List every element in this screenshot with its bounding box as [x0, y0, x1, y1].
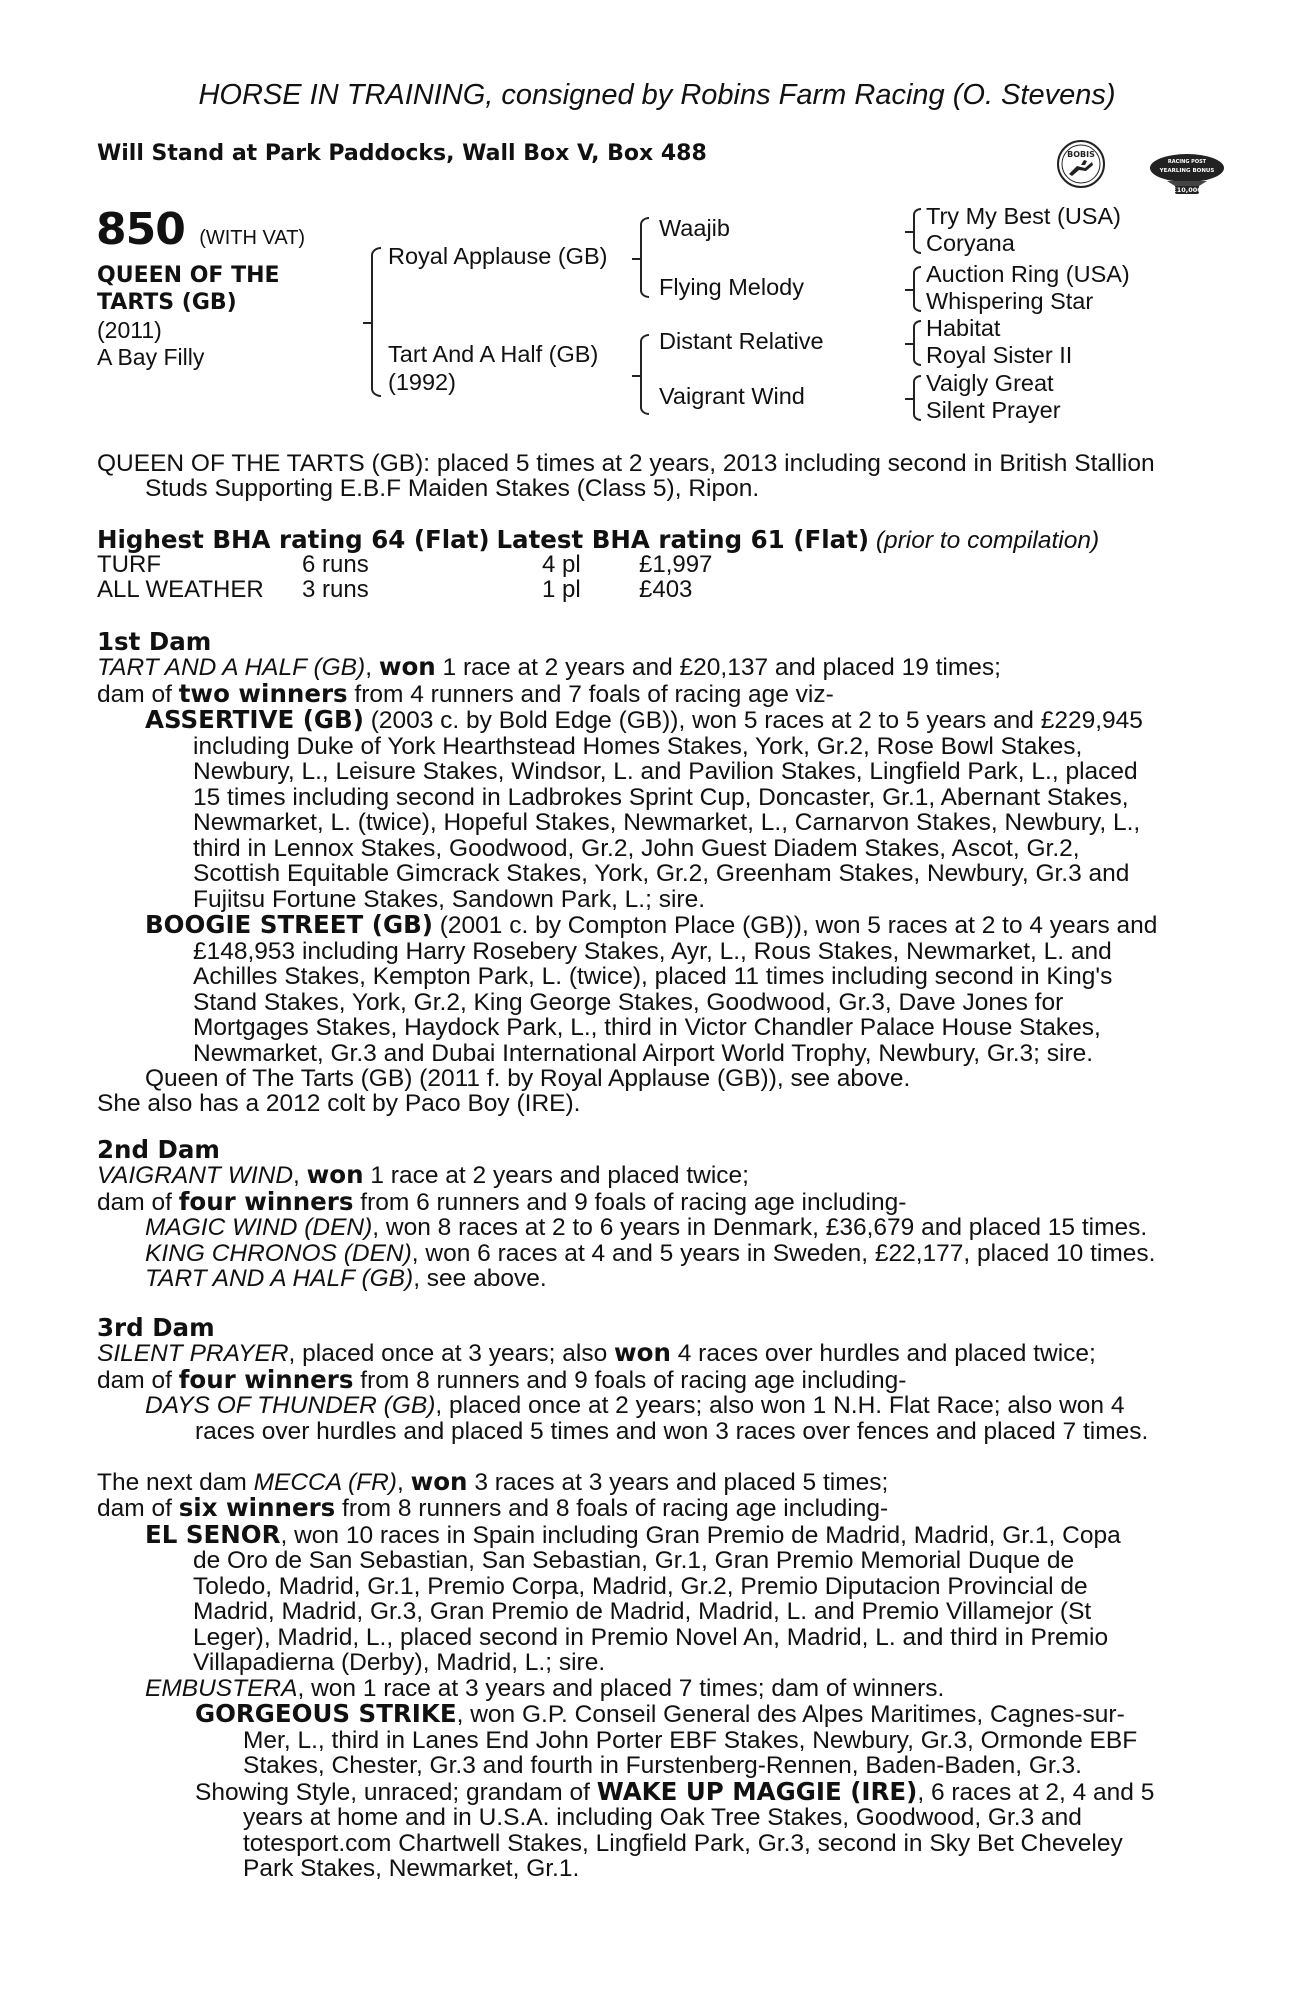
progeny-line: Scottish Equitable Gimcrack Stakes, York, Gr.2, Greenham Stakes, Newbury, Gr.3 and: [193, 860, 1130, 888]
svg-text:YEARLING BONUS: YEARLING BONUS: [1159, 168, 1215, 174]
progeny-line: , won 8 races at 2 to 6 years in Denmark, £36,679 and placed 15 times.: [372, 1214, 1148, 1242]
progeny-assertive: [97, 707, 1205, 912]
pedigree-sire-sire: Waajib: [659, 215, 730, 241]
pedigree-dam-dam: Vaigrant Wind: [659, 383, 805, 409]
winners-count: six winners: [178, 1493, 336, 1523]
progeny-line: Villapadierna (Derby), Madrid, L.; sire.: [193, 1649, 606, 1677]
pedigree-brace-g3: [913, 320, 921, 366]
horse-name-line1: QUEEN OF THE: [97, 263, 280, 288]
progeny-line: Stand Stakes, York, Gr.2, King George Stakes, Goodwood, Gr.3, Dave Jones for: [193, 988, 1064, 1016]
text: , placed once at 3 years; also: [288, 1340, 615, 1368]
table-row: [97, 578, 712, 602]
progeny-line: , won 10 races in Spain including Gran Premio de Madrid, Madrid, Gr.1, Copa: [280, 1521, 1121, 1549]
progeny-name: DAYS OF THUNDER (GB): [145, 1392, 436, 1420]
progeny-name: WAKE UP MAGGIE (IRE): [596, 1776, 918, 1806]
progeny-name: EL SENOR: [145, 1519, 281, 1549]
winners-count: four winners: [178, 1364, 354, 1394]
won-label: won: [378, 652, 436, 682]
text: dam of: [97, 1366, 179, 1394]
pedigree-brace-main: [371, 247, 381, 397]
progeny-line: , 6 races at 2, 4 and 5: [917, 1778, 1155, 1806]
progeny-line: (2001 c. by Compton Place (GB)), won 5 races at 2 to 4 years and: [432, 912, 1158, 940]
text: 3 races at 3 years and placed 5 times;: [467, 1469, 889, 1496]
svg-text:RACING POST: RACING POST: [1167, 159, 1207, 165]
text: dam of: [97, 1188, 179, 1216]
won-label: won: [410, 1467, 468, 1496]
progeny-line: Achilles Stakes, Kempton Park, L. (twice), placed 11 times including second in King's: [193, 963, 1113, 991]
pedigree-g2: Coryana: [926, 230, 1015, 256]
text: from 8 runners and 9 foals of racing age including-: [353, 1366, 907, 1394]
progeny-line: (2003 c. by Bold Edge (GB)), won 5 races at 2 to 5 years and £229,945: [363, 707, 1143, 735]
progeny-line: Newbury, L., Leisure Stakes, Windsor, L. and Pavilion Stakes, Lingfield Park, L., placed: [193, 758, 1138, 786]
table-row: [97, 553, 712, 577]
surface: ALL WEATHER: [97, 575, 264, 603]
lot-number-line: [96, 204, 306, 255]
ratings-section: [97, 527, 1205, 602]
surface: TURF: [97, 551, 161, 579]
third-dam-section: [97, 1315, 1205, 1444]
progeny-line: third in Lennox Stakes, Goodwood, Gr.2, John Guest Diadem Stakes, Ascot, Gr.2,: [193, 834, 1080, 862]
pedigree-g3: Auction Ring (USA): [926, 261, 1130, 287]
pedigree-g8: Silent Prayer: [926, 397, 1061, 423]
progeny-line: , placed once at 2 years; also won 1 N.H. Flat Race; also won 4: [435, 1392, 1125, 1420]
progeny-name: MAGIC WIND (DEN): [145, 1214, 373, 1242]
text: The next dam: [97, 1469, 254, 1496]
text: dam of: [97, 680, 179, 708]
placed: 1 pl: [542, 575, 581, 603]
progeny-line: , won 6 races at 4 and 5 years in Sweden, £22,177, placed 10 times.: [411, 1239, 1156, 1267]
vat-label: (WITH VAT): [199, 227, 306, 249]
latest-rating: Latest BHA rating 61 (Flat): [496, 525, 870, 554]
yearling-bonus-logo: [1147, 148, 1227, 200]
progeny-name: ASSERTIVE (GB): [145, 705, 364, 735]
progeny-line: , won G.P. Conseil General des Alpes Maritimes, Cagnes-sur-: [456, 1701, 1125, 1729]
runs-table: [97, 553, 712, 602]
progeny-line: 15 times including second in Ladbrokes Sprint Cup, Doncaster, Gr.1, Abernant Stakes,: [193, 783, 1129, 811]
progeny-line: years at home and in U.S.A. including Oak Tree Stakes, Goodwood, Gr.3 and: [243, 1804, 1082, 1832]
lot-number: 850: [96, 204, 185, 255]
progeny-line: Leger), Madrid, L., placed second in Premio Novel An, Madrid, L. and third in Premio: [193, 1623, 1109, 1651]
progeny-line: Park Stakes, Newmarket, Gr.1.: [243, 1855, 580, 1883]
second-dam-section: 2nd Dam VAIGRANT WIND, won 1 race at 2 years and placed twice; dam of four winners from 6 runners and 9 foals of racing age including- MAGIC WIND (DEN), won 8 races at 2 to 6 years in Denmark, £36,679 and placed 15 times. KING CHRONOS (DEN), won 6 races at 4 and 5 years in Sweden, £22,177, placed 10 times. TART AND A HALF (GB), see above.: [97, 1137, 1205, 1292]
progeny-line: £148,953 including Harry Rosebery Stakes, Ayr, L., Rous Stakes, Newmarket, L. and: [193, 937, 1112, 965]
dam-name: SILENT PRAYER: [97, 1340, 289, 1368]
horse-info: [97, 262, 280, 371]
progeny-line: races over hurdles and placed 5 times and won 3 races over fences and placed 7 times.: [195, 1417, 1149, 1445]
dam-record: 1 race at 2 years and £20,137 and placed 19 times;: [435, 654, 1001, 682]
progeny-name: GORGEOUS STRIKE: [195, 1699, 457, 1729]
progeny-line: Madrid, Madrid, Gr.3, Gran Premio de Madrid, Madrid, L. and Premio Villamejor (St: [193, 1598, 1092, 1626]
progeny-line: , won 1 race at 3 years and placed 7 times; dam of winners.: [297, 1674, 945, 1702]
pedigree-sire: Royal Applause (GB): [388, 243, 608, 269]
summary-line2: Studs Supporting E.B.F Maiden Stakes (Class 5), Ripon.: [145, 475, 760, 503]
progeny-line: Toledo, Madrid, Gr.1, Premio Corpa, Madrid, Gr.2, Premio Diputacion Provincial de: [193, 1572, 1088, 1600]
placed: 4 pl: [542, 551, 581, 579]
pedigree-brace-sire: [640, 217, 649, 298]
progeny-name: TART AND A HALF (GB): [145, 1265, 414, 1293]
progeny-line: Mortgages Stakes, Haydock Park, L., third in Victor Chandler Palace House Stakes,: [193, 1014, 1101, 1042]
text: from 6 runners and 9 foals of racing age including-: [353, 1188, 907, 1216]
pedigree-brace-g1: [913, 208, 921, 254]
won-label: won: [306, 1160, 364, 1190]
dam-name: TART AND A HALF (GB): [97, 654, 366, 682]
text: dam of: [97, 1495, 179, 1523]
progeny-line: including Duke of York Hearthstead Homes Stakes, York, Gr.2, Rose Bowl Stakes,: [193, 732, 1083, 760]
winners-count: two winners: [178, 678, 348, 708]
page-title: HORSE IN TRAINING, consigned by Robins Farm Racing (O. Stevens): [198, 79, 1116, 111]
runs: 6 runs: [302, 551, 369, 579]
text: 4 races over hurdles and placed twice;: [670, 1340, 1096, 1368]
progeny-boogie-street: [97, 912, 1205, 1066]
progeny-name: KING CHRONOS (DEN): [145, 1239, 412, 1267]
bobis-text: BOBIS: [1067, 150, 1095, 159]
dam-record: 1 race at 2 years and placed twice;: [363, 1162, 749, 1190]
pedigree-dam-year: (1992): [388, 369, 456, 395]
section-heading: 3rd Dam: [97, 1313, 215, 1342]
next-dam-section: [97, 1469, 1205, 1882]
rating-note: (prior to compilation): [875, 527, 1100, 554]
highest-rating: Highest BHA rating 64 (Flat): [97, 525, 490, 554]
progeny-name: BOOGIE STREET (GB): [145, 910, 433, 940]
section-heading: 2nd Dam: [97, 1135, 220, 1164]
pedigree-brace-dam: [640, 334, 649, 415]
progeny-el-senor: [97, 1519, 1205, 1677]
progeny-gorgeous-strike: [97, 1701, 1205, 1778]
pedigree-g5: Habitat: [926, 315, 1001, 341]
progeny-line: Fujitsu Fortune Stakes, Sandown Park, L.; sire.: [193, 885, 706, 913]
pedigree-g6: Royal Sister II: [926, 342, 1073, 368]
race-summary: [97, 451, 1205, 502]
progeny-line: de Oro de San Sebastian, San Sebastian, Gr.1, Gran Premio Memorial Duque de: [193, 1547, 1075, 1575]
progeny-line: Mer, L., third in Lanes End John Porter EBF Stakes, Newbury, Gr.3, Ormonde EBF: [243, 1726, 1138, 1754]
text: from 4 runners and 7 foals of racing age viz-: [347, 680, 834, 708]
progeny-name: EMBUSTERA: [145, 1674, 298, 1702]
pedigree-g7: Vaigly Great: [926, 370, 1054, 396]
progeny-queen: Queen of The Tarts (GB) (2011 f. by Royal Applause (GB)), see above.: [145, 1064, 911, 1092]
prize-money: £1,997: [639, 551, 713, 579]
svg-text:£10,000: £10,000: [1172, 186, 1202, 194]
runs: 3 runs: [302, 575, 369, 603]
dam-name: MECCA (FR): [253, 1469, 397, 1496]
also-has-line: She also has a 2012 colt by Paco Boy (IRE).: [97, 1090, 581, 1118]
bobis-logo: [1055, 138, 1107, 190]
prize-money: £403: [639, 575, 693, 603]
horse-description: A Bay Filly: [97, 343, 205, 370]
progeny-line: , see above.: [413, 1265, 547, 1293]
summary-line1: QUEEN OF THE TARTS (GB): placed 5 times at 2 years, 2013 including second in British Stallion: [97, 450, 1155, 477]
stand-location: Will Stand at Park Paddocks, Wall Box V, Box 488: [97, 141, 707, 166]
text: Showing Style, unraced; grandam of: [195, 1778, 597, 1806]
pedigree-sire-dam: Flying Melody: [659, 274, 804, 300]
text: from 8 runners and 8 foals of racing age including-: [335, 1495, 889, 1523]
pedigree-brace-g2: [913, 266, 921, 312]
horse-name-line2: TARTS (GB): [97, 290, 237, 316]
first-dam-section: 1st Dam TART AND A HALF (GB), won 1 race at 2 years and £20,137 and placed 19 times; dam of two winners from 4 runners and 7 foals of racing age viz- ASSERTIVE (GB) (2003 c. by Bold Edge (GB)), won 5 races at 2 to 5 years and £229,945 including Duke of York Hearthstead Homes Stakes, York, Gr.2, Rose Bowl Stakes, Newbury, L., Leisure Stakes, Windsor, L. and Pavilion Stakes, Lingfield Park, L., placed 15 times including second in Ladbrokes Sprint Cup, Doncaster, Gr.1, Abernant Stakes, Newmarket, L. (twice), Hopeful Stakes, Newmarket, L., Carnarvon Stakes, Newbury, L., third in Lennox Stakes, Goodwood, Gr.2, John Guest Diadem Stakes, Ascot, Gr.2, Scottish Equitable Gimcrack Stakes, York, Gr.2, Greenham Stakes, Newbury, Gr.3 and Fujitsu Fortune Stakes, Sandown Park, L.; sire. BOOGIE STREET (GB) (2001 c. by Compton Place (GB)), won 5 races at 2 to 4 years and £148,953 including Harry Rosebery Stakes, Ayr, L., Rous Stakes, Newmarket, L. and Achilles Stakes, Kempton Park, L. (twice), placed 11 times including second in King's Stand Stakes, York, Gr.2, King George Stakes, Goodwood, Gr.3, Dave Jones for Mortgages Stakes, Haydock Park, L., third in Victor Chandler Palace House Stakes, Newmarket, Gr.3 and Dubai International Airport World Trophy, Newbury, Gr.3; sire. Queen of The Tarts (GB) (2011 f. by Royal Applause (GB)), see above. She also has a 2012 colt by Paco Boy (IRE).: [97, 629, 1205, 1117]
progeny-line: Newmarket, L. (twice), Hopeful Stakes, Newmarket, L., Carnarvon Stakes, Newbury, L.,: [193, 809, 1141, 837]
pedigree-brace-g4: [913, 375, 921, 421]
progeny-line: Stakes, Chester, Gr.3 and fourth in Furstenberg-Rennen, Baden-Baden, Gr.3.: [243, 1752, 1082, 1780]
pedigree-dam-sire: Distant Relative: [659, 328, 824, 354]
pedigree-dam: Tart And A Half (GB): [388, 341, 599, 367]
text: ,: [396, 1469, 411, 1496]
progeny-line: totesport.com Chartwell Stakes, Lingfield Park, Gr.3, second in Sky Bet Cheveley: [243, 1829, 1123, 1857]
progeny-showing-style: [97, 1776, 1205, 1883]
progeny-line: Newmarket, Gr.3 and Dubai International Airport World Trophy, Newbury, Gr.3; sire.: [193, 1039, 1094, 1067]
pedigree-g1: Try My Best (USA): [926, 203, 1121, 229]
dam-name: VAIGRANT WIND: [97, 1162, 294, 1190]
section-heading: 1st Dam: [97, 627, 212, 656]
foaling-year: (2011): [97, 316, 162, 343]
winners-count: four winners: [178, 1186, 354, 1216]
won-label: won: [614, 1338, 671, 1368]
pedigree-g4: Whispering Star: [926, 288, 1094, 314]
